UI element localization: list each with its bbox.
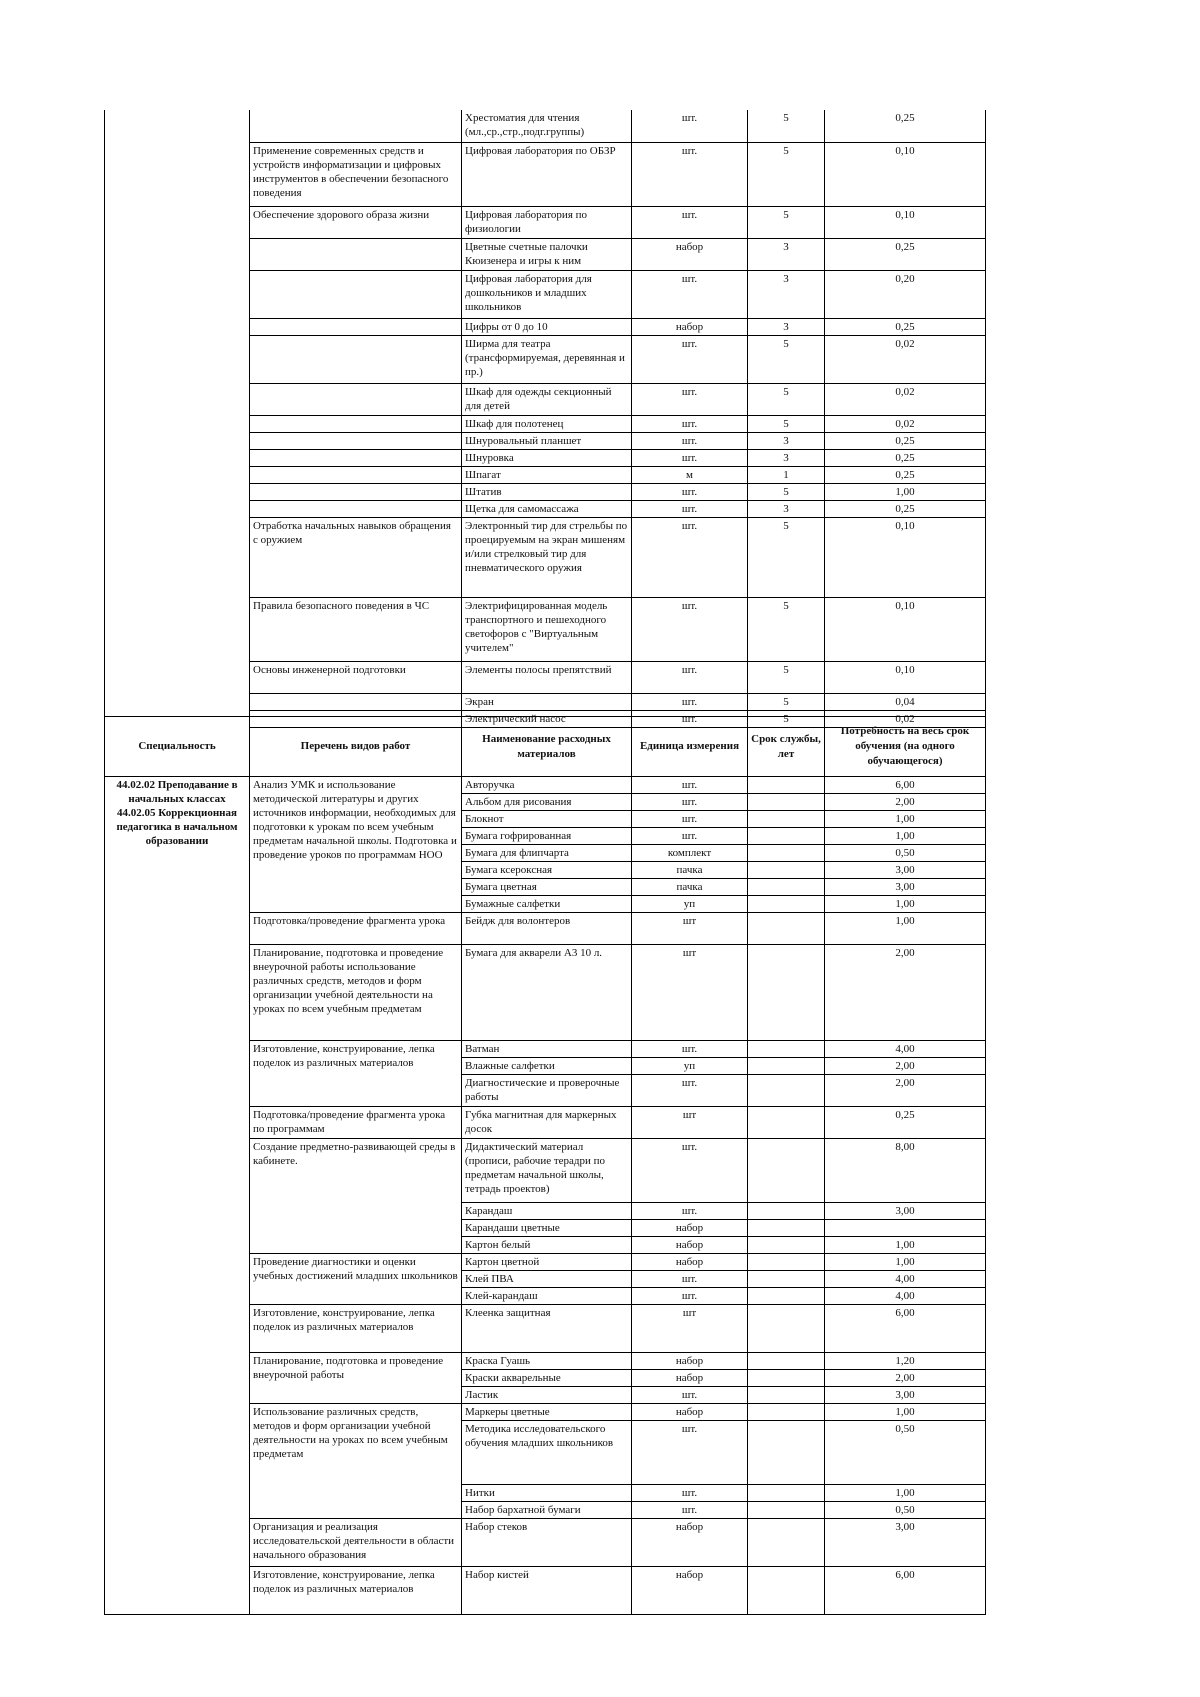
service-life-cell: 5 — [748, 661, 825, 693]
service-life-cell — [748, 1075, 825, 1107]
unit-cell: уп — [632, 1058, 748, 1075]
material-cell: Шнуровальный планшет — [462, 432, 632, 449]
material-cell: Методика исследовательского обучения младших школьников — [462, 1421, 632, 1485]
work-type-cell — [250, 449, 462, 466]
material-cell: Карандаши цветные — [462, 1220, 632, 1237]
material-cell: Набор кистей — [462, 1567, 632, 1615]
unit-cell: шт. — [632, 1288, 748, 1305]
specialty-cell: 44.02.02 Преподавание в начальных классах 44.02.05 Коррекционная педагогика в начальном образовании — [105, 777, 250, 1615]
table-header-row — [105, 717, 986, 777]
work-type-cell: Изготовление, конструирование, лепка поделок из различных материалов — [250, 1305, 462, 1353]
service-life-cell: 3 — [748, 432, 825, 449]
need-cell: 6,00 — [825, 777, 986, 794]
table-row — [250, 500, 986, 517]
unit-cell: набор — [632, 1254, 748, 1271]
material-cell: Щетка для самомассажа — [462, 500, 632, 517]
need-cell: 1,00 — [825, 828, 986, 845]
service-life-cell — [748, 1288, 825, 1305]
material-cell: Губка магнитная для маркерных досок — [462, 1107, 632, 1139]
need-cell: 1,00 — [825, 1237, 986, 1254]
need-cell: 0,25 — [825, 500, 986, 517]
need-cell: 2,00 — [825, 1058, 986, 1075]
unit-cell: набор — [632, 1237, 748, 1254]
unit-cell: шт. — [632, 1271, 748, 1288]
unit-cell: набор — [632, 238, 748, 270]
material-cell: Шкаф для одежды секционный для детей — [462, 383, 632, 415]
work-type-cell: Изготовление, конструирование, лепка поделок из различных материалов — [250, 1041, 462, 1107]
work-type-cell — [250, 693, 462, 710]
service-life-cell — [748, 1567, 825, 1615]
need-cell: 2,00 — [825, 1075, 986, 1107]
need-cell: 1,00 — [825, 483, 986, 500]
material-cell: Картон белый — [462, 1237, 632, 1254]
need-cell: 0,10 — [825, 517, 986, 597]
need-cell: 1,00 — [825, 1485, 986, 1502]
work-type-cell: Обеспечение здорового образа жизни — [250, 206, 462, 238]
work-type-cell: Планирование, подготовка и проведение внеурочной работы использование различных средств, методов и форм организации учебной деятельности на уроках по всем учебным предметам — [250, 945, 462, 1041]
work-type-cell — [250, 466, 462, 483]
need-cell: 1,00 — [825, 1254, 986, 1271]
work-type-cell: Правила безопасного поведения в ЧС — [250, 597, 462, 661]
need-cell: 4,00 — [825, 1288, 986, 1305]
material-cell: Экран — [462, 693, 632, 710]
material-cell: Диагностические и проверочные работы — [462, 1075, 632, 1107]
service-life-cell: 3 — [748, 500, 825, 517]
table-row — [250, 415, 986, 432]
work-type-cell: Применение современных средств и устройств информатизации и цифровых инструментов в обеспечении безопасного поведения — [250, 142, 462, 206]
need-cell: 6,00 — [825, 1567, 986, 1615]
work-type-cell: Анализ УМК и использование методической литературы и других источников информации, необходимых для подготовки к урокам по всем учебным предметам начальной школы. Подготовка и проведение уроков по программам НОО — [250, 777, 462, 913]
materials-table-specialty — [104, 716, 986, 1615]
unit-cell: шт. — [632, 1041, 748, 1058]
unit-cell: шт. — [632, 811, 748, 828]
unit-cell: шт. — [632, 1502, 748, 1519]
material-cell: Цифровая лаборатория для дошкольников и младших школьников — [462, 270, 632, 318]
need-cell: 2,00 — [825, 1370, 986, 1387]
unit-cell: набор — [632, 1404, 748, 1421]
service-life-cell — [748, 1353, 825, 1370]
service-life-cell — [748, 1305, 825, 1353]
material-cell: Шнуровка — [462, 449, 632, 466]
need-cell: 0,10 — [825, 661, 986, 693]
work-type-cell — [250, 238, 462, 270]
service-life-cell — [748, 945, 825, 1041]
service-life-cell: 5 — [748, 483, 825, 500]
need-cell: 1,00 — [825, 811, 986, 828]
work-type-cell — [250, 335, 462, 383]
service-life-cell: 5 — [748, 693, 825, 710]
need-cell: 0,10 — [825, 597, 986, 661]
unit-cell: набор — [632, 1370, 748, 1387]
need-cell: 0,02 — [825, 710, 986, 727]
material-cell: Влажные салфетки — [462, 1058, 632, 1075]
service-life-cell: 3 — [748, 270, 825, 318]
work-type-cell: Основы инженерной подготовки — [250, 661, 462, 693]
work-type-cell: Организация и реализация исследовательской деятельности в области начального образования — [250, 1519, 462, 1567]
unit-cell: шт. — [632, 449, 748, 466]
table-row — [250, 383, 986, 415]
service-life-cell — [748, 777, 825, 794]
work-type-cell — [250, 415, 462, 432]
material-cell: Цифры от 0 до 10 — [462, 318, 632, 335]
unit-cell: набор — [632, 318, 748, 335]
material-cell: Бумага гофрированная — [462, 828, 632, 845]
table-row — [250, 597, 986, 661]
need-cell: 0,25 — [825, 110, 986, 142]
service-life-cell: 5 — [748, 597, 825, 661]
table-row — [250, 142, 986, 206]
need-cell: 0,25 — [825, 432, 986, 449]
unit-cell: шт. — [632, 1139, 748, 1203]
need-cell: 0,25 — [825, 1107, 986, 1139]
need-cell: 0,10 — [825, 142, 986, 206]
need-cell: 1,00 — [825, 1404, 986, 1421]
material-cell: Электрифицированная модель транспортного и пешеходного светофоров с "Виртуальным учителем" — [462, 597, 632, 661]
service-life-cell — [748, 862, 825, 879]
need-cell: 3,00 — [825, 879, 986, 896]
table-row — [250, 517, 986, 597]
service-life-cell — [748, 794, 825, 811]
unit-cell: шт. — [632, 517, 748, 597]
work-type-cell — [250, 318, 462, 335]
need-cell: 0,20 — [825, 270, 986, 318]
need-cell: 0,50 — [825, 1421, 986, 1485]
unit-cell: м — [632, 466, 748, 483]
unit-cell: шт. — [632, 661, 748, 693]
unit-cell: шт. — [632, 110, 748, 142]
header-need: Потребность на весь срок обучения (на одного обучающегося) — [825, 717, 986, 777]
material-cell: Цветные счетные палочки Кюизенера и игры к ним — [462, 238, 632, 270]
material-cell: Клеенка защитная — [462, 1305, 632, 1353]
unit-cell: шт. — [632, 270, 748, 318]
need-cell: 4,00 — [825, 1271, 986, 1288]
unit-cell: шт. — [632, 1075, 748, 1107]
need-cell — [825, 1220, 986, 1237]
material-cell: Бумажные салфетки — [462, 896, 632, 913]
material-cell: Штатив — [462, 483, 632, 500]
service-life-cell: 5 — [748, 517, 825, 597]
unit-cell: набор — [632, 1567, 748, 1615]
material-cell: Бумага цветная — [462, 879, 632, 896]
work-type-cell: Отработка начальных навыков обращения с оружием — [250, 517, 462, 597]
work-type-cell — [250, 270, 462, 318]
service-life-cell: 5 — [748, 206, 825, 238]
need-cell: 3,00 — [825, 862, 986, 879]
need-cell: 2,00 — [825, 945, 986, 1041]
service-life-cell: 5 — [748, 142, 825, 206]
need-cell: 3,00 — [825, 1203, 986, 1220]
table-row — [250, 449, 986, 466]
table-row — [250, 661, 986, 693]
unit-cell: набор — [632, 1353, 748, 1370]
service-life-cell — [748, 1041, 825, 1058]
header-unit: Единица измерения — [632, 717, 748, 777]
work-type-cell: Подготовка/проведение фрагмента урока — [250, 913, 462, 945]
material-cell: Краски акварельные — [462, 1370, 632, 1387]
unit-cell: шт. — [632, 597, 748, 661]
material-cell: Нитки — [462, 1485, 632, 1502]
material-cell: Набор бархатной бумаги — [462, 1502, 632, 1519]
service-life-cell: 5 — [748, 383, 825, 415]
material-cell: Клей-карандаш — [462, 1288, 632, 1305]
unit-cell: шт. — [632, 693, 748, 710]
service-life-cell — [748, 845, 825, 862]
service-life-cell — [748, 811, 825, 828]
material-cell: Бумага ксероксная — [462, 862, 632, 879]
unit-cell: пачка — [632, 879, 748, 896]
table-row — [250, 335, 986, 383]
table-row — [250, 483, 986, 500]
unit-cell: шт. — [632, 500, 748, 517]
table-row — [250, 238, 986, 270]
material-cell: Ширма для театра (трансформируемая, деревянная и пр.) — [462, 335, 632, 383]
need-cell: 0,25 — [825, 449, 986, 466]
table-row — [250, 466, 986, 483]
material-cell: Электрический насос — [462, 710, 632, 727]
material-cell: Краска Гуашь — [462, 1353, 632, 1370]
service-life-cell — [748, 1271, 825, 1288]
work-type-cell — [250, 500, 462, 517]
unit-cell: шт. — [632, 794, 748, 811]
work-type-cell: Проведение диагностики и оценки учебных достижений младших школьников — [250, 1254, 462, 1305]
material-cell: Клей ПВА — [462, 1271, 632, 1288]
service-life-cell — [748, 1370, 825, 1387]
table-row — [250, 318, 986, 335]
service-life-cell — [748, 1502, 825, 1519]
need-cell: 1,00 — [825, 896, 986, 913]
work-type-cell — [250, 483, 462, 500]
table-row — [105, 777, 986, 794]
unit-cell: шт — [632, 945, 748, 1041]
service-life-cell — [748, 1404, 825, 1421]
service-life-cell: 5 — [748, 415, 825, 432]
material-cell: Цифровая лаборатория по физиологии — [462, 206, 632, 238]
service-life-cell — [748, 1519, 825, 1567]
table-row — [250, 110, 986, 142]
material-cell: Альбом для рисования — [462, 794, 632, 811]
work-type-cell: Создание предметно-развивающей среды в кабинете. — [250, 1139, 462, 1254]
material-cell: Бумага для акварели А3 10 л. — [462, 945, 632, 1041]
service-life-cell: 3 — [748, 318, 825, 335]
unit-cell: шт — [632, 1305, 748, 1353]
service-life-cell — [748, 879, 825, 896]
service-life-cell: 5 — [748, 110, 825, 142]
service-life-cell: 1 — [748, 466, 825, 483]
unit-cell: набор — [632, 1519, 748, 1567]
service-life-cell — [748, 1139, 825, 1203]
material-cell: Бумага для флипчарта — [462, 845, 632, 862]
unit-cell: шт. — [632, 206, 748, 238]
need-cell: 0,25 — [825, 466, 986, 483]
material-cell: Хрестоматия для чтения (мл.,ср.,стр.,подг.группы) — [462, 110, 632, 142]
work-type-cell — [250, 383, 462, 415]
service-life-cell: 5 — [748, 710, 825, 727]
table-row — [250, 432, 986, 449]
service-life-cell: 3 — [748, 449, 825, 466]
need-cell: 8,00 — [825, 1139, 986, 1203]
need-cell: 6,00 — [825, 1305, 986, 1353]
materials-table-continued — [249, 110, 986, 728]
material-cell: Элементы полосы препятствий — [462, 661, 632, 693]
service-life-cell: 5 — [748, 335, 825, 383]
work-type-cell: Планирование, подготовка и проведение внеурочной работы — [250, 1353, 462, 1404]
material-cell: Дидактический материал (прописи, рабочие терадри по предметам начальной школы, тетрадь проектов) — [462, 1139, 632, 1203]
work-type-cell: Изготовление, конструирование, лепка поделок из различных материалов — [250, 1567, 462, 1615]
unit-cell: пачка — [632, 862, 748, 879]
unit-cell: шт — [632, 913, 748, 945]
material-cell: Карандаш — [462, 1203, 632, 1220]
unit-cell: шт. — [632, 710, 748, 727]
work-type-cell — [250, 432, 462, 449]
unit-cell: шт. — [632, 383, 748, 415]
service-life-cell — [748, 1485, 825, 1502]
unit-cell: шт. — [632, 828, 748, 845]
service-life-cell — [748, 1107, 825, 1139]
need-cell: 3,00 — [825, 1387, 986, 1404]
need-cell: 0,04 — [825, 693, 986, 710]
material-cell: Шкаф для полотенец — [462, 415, 632, 432]
service-life-cell — [748, 1237, 825, 1254]
material-cell: Набор стеков — [462, 1519, 632, 1567]
unit-cell: комплект — [632, 845, 748, 862]
unit-cell: шт. — [632, 142, 748, 206]
material-cell: Цифровая лаборатория по ОБЗР — [462, 142, 632, 206]
header-works: Перечень видов работ — [250, 717, 462, 777]
service-life-cell — [748, 828, 825, 845]
service-life-cell — [748, 1220, 825, 1237]
work-type-cell — [250, 110, 462, 142]
unit-cell: шт. — [632, 1421, 748, 1485]
service-life-cell — [748, 896, 825, 913]
unit-cell: шт. — [632, 335, 748, 383]
unit-cell: шт. — [632, 1387, 748, 1404]
header-specialty: Специальность — [105, 717, 250, 777]
need-cell: 0,25 — [825, 238, 986, 270]
material-cell: Блокнот — [462, 811, 632, 828]
need-cell: 0,02 — [825, 383, 986, 415]
need-cell: 3,00 — [825, 1519, 986, 1567]
header-life: Срок службы, лет — [748, 717, 825, 777]
material-cell: Картон цветной — [462, 1254, 632, 1271]
unit-cell: шт — [632, 1107, 748, 1139]
need-cell: 0,50 — [825, 1502, 986, 1519]
header-materials: Наименование расходных материалов — [462, 717, 632, 777]
work-type-cell: Использование различных средств, методов и форм организации учебной деятельности на уроках по всем учебным предметам — [250, 1404, 462, 1519]
material-cell: Ластик — [462, 1387, 632, 1404]
material-cell: Авторучка — [462, 777, 632, 794]
table-row — [250, 693, 986, 710]
service-life-cell — [748, 1254, 825, 1271]
need-cell: 0,10 — [825, 206, 986, 238]
need-cell: 0,02 — [825, 415, 986, 432]
material-cell: Ватман — [462, 1041, 632, 1058]
need-cell: 1,00 — [825, 913, 986, 945]
service-life-cell: 3 — [748, 238, 825, 270]
material-cell: Шпагат — [462, 466, 632, 483]
service-life-cell — [748, 1058, 825, 1075]
unit-cell: шт. — [632, 1485, 748, 1502]
material-cell: Электронный тир для стрельбы по проецируемым на экран мишеням и/или стрелковый тир для пневматического оружия — [462, 517, 632, 597]
unit-cell: шт. — [632, 415, 748, 432]
unit-cell: набор — [632, 1220, 748, 1237]
need-cell: 0,50 — [825, 845, 986, 862]
service-life-cell — [748, 1203, 825, 1220]
need-cell: 0,25 — [825, 318, 986, 335]
material-cell: Бейдж для волонтеров — [462, 913, 632, 945]
work-type-cell: Подготовка/проведение фрагмента урока по программам — [250, 1107, 462, 1139]
need-cell: 4,00 — [825, 1041, 986, 1058]
service-life-cell — [748, 1421, 825, 1485]
table-row — [250, 270, 986, 318]
need-cell: 1,20 — [825, 1353, 986, 1370]
unit-cell: шт. — [632, 1203, 748, 1220]
need-cell: 0,02 — [825, 335, 986, 383]
unit-cell: уп — [632, 896, 748, 913]
unit-cell: шт. — [632, 432, 748, 449]
service-life-cell — [748, 913, 825, 945]
unit-cell: шт. — [632, 483, 748, 500]
material-cell: Маркеры цветные — [462, 1404, 632, 1421]
table-row — [250, 206, 986, 238]
need-cell: 2,00 — [825, 794, 986, 811]
service-life-cell — [748, 1387, 825, 1404]
unit-cell: шт. — [632, 777, 748, 794]
